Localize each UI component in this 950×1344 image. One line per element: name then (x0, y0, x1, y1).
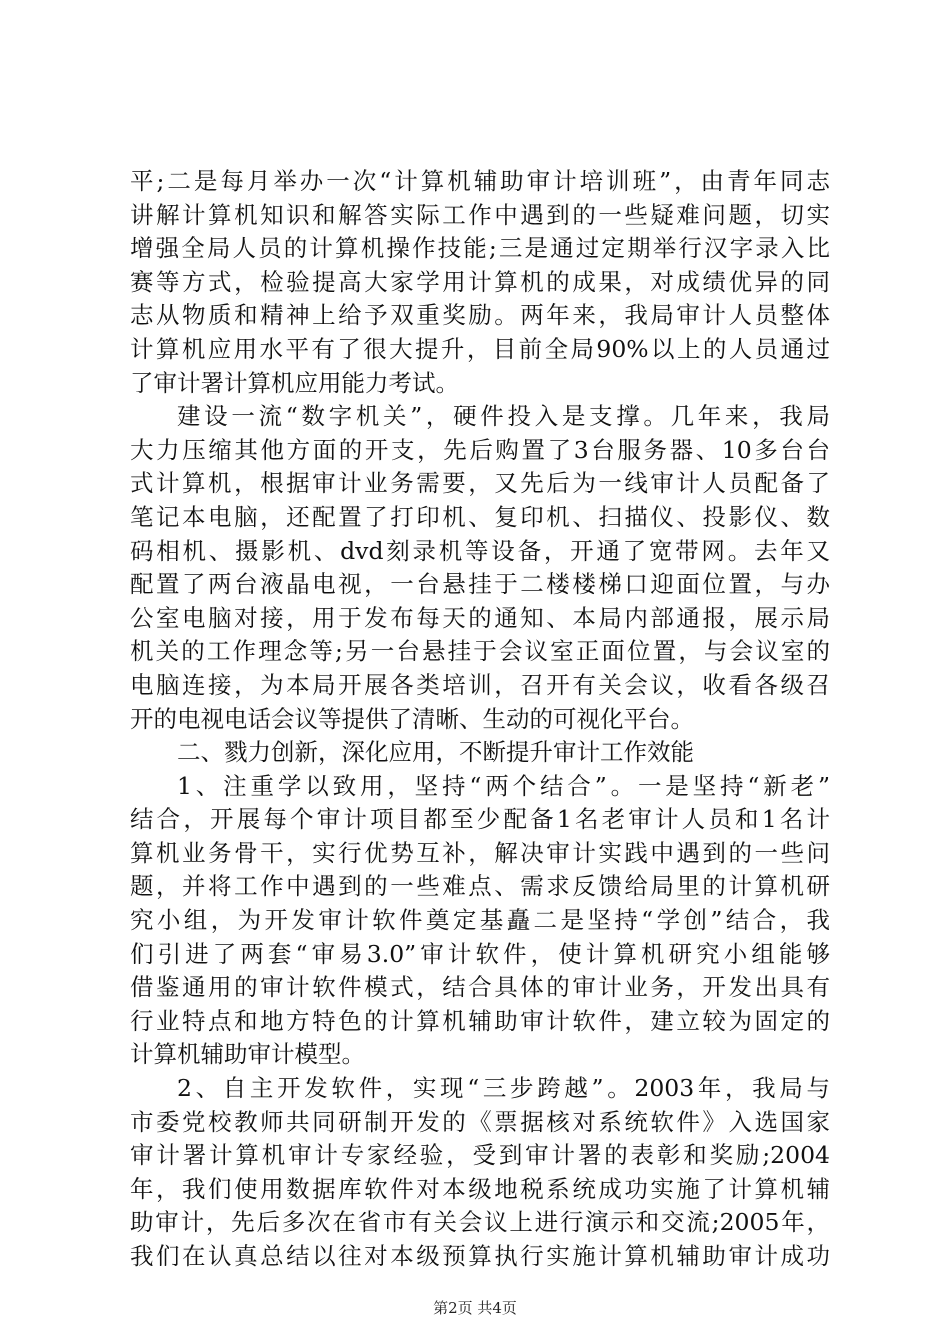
text-line: 题，并将工作中遇到的一些难点、需求反馈给局里的计算机研 (130, 872, 830, 901)
text-line: 大力压缩其他方面的开支，先后购置了3台服务器、10多台台 (130, 435, 830, 464)
text-line: 讲解计算机知识和解答实际工作中遇到的一些疑难问题，切实 (130, 200, 830, 229)
text-line: 结合，开展每个审计项目都至少配备1名老审计人员和1名计 (130, 805, 830, 834)
text-line: 配置了两台液晶电视，一台悬挂于二楼楼梯口迎面位置，与办 (130, 570, 830, 599)
section-heading: 二、戮力创新，深化应用，不断提升审计工作效能 (177, 738, 694, 767)
text-line: 了审计署计算机应用能力考试。 (130, 368, 459, 397)
body-text (130, 165, 830, 1274)
text-line: 1、注重学以致用，坚持“两个结合”。一是坚持“新老” (177, 771, 830, 800)
text-line: 建设一流“数字机关”，硬件投入是支撑。几年来，我局 (177, 402, 830, 431)
text-line: 增强全局人员的计算机操作技能;三是通过定期举行汉字录入比 (130, 234, 830, 263)
text-line: 志从物质和精神上给予双重奖励。两年来，我局审计人员整体 (130, 301, 830, 330)
text-line: 行业特点和地方特色的计算机辅助审计软件，建立较为固定的 (130, 1006, 830, 1035)
text-line: 机关的工作理念等;另一台悬挂于会议室正面位置，与会议室的 (130, 637, 830, 666)
text-line: 算机业务骨干，实行优势互补，解决审计实践中遇到的一些问 (130, 838, 830, 867)
text-line: 开的电视电话会议等提供了清晰、生动的可视化平台。 (130, 704, 694, 733)
text-line: 究小组，为开发审计软件奠定基矗二是坚持“学创”结合，我 (130, 906, 830, 935)
text-line: 笔记本电脑，还配置了打印机、复印机、扫描仪、投影仪、数 (130, 502, 830, 531)
text-line: 计算机辅助审计模型。 (130, 1040, 365, 1069)
text-line: 借鉴通用的审计软件模式，结合具体的审计业务，开发出具有 (130, 973, 830, 1002)
text-line: 审计署计算机审计专家经验，受到审计署的表彰和奖励;2004 (130, 1141, 830, 1170)
page-number: 第2页 共4页 (433, 1299, 517, 1317)
text-line: 电脑连接，为本局开展各类培训，召开有关会议，收看各级召 (130, 670, 830, 699)
text-line: 们引进了两套“审易3.0”审计软件，使计算机研究小组能够 (130, 939, 830, 968)
text-line: 我们在认真总结以往对本级预算执行实施计算机辅助审计成功 (130, 1242, 830, 1270)
text-line: 助审计，先后多次在省市有关会议上进行演示和交流;2005年， (130, 1208, 830, 1237)
text-line: 市委党校教师共同研制开发的《票据核对系统软件》入选国家 (130, 1107, 830, 1136)
text-line: 2、自主开发软件，实现“三步跨越”。2003年，我局与 (177, 1074, 830, 1103)
text-line: 公室电脑对接，用于发布每天的通知、本局内部通报，展示局 (130, 603, 830, 632)
text-line: 赛等方式，检验提高大家学用计算机的成果，对成绩优异的同 (130, 267, 830, 296)
text-line: 年，我们使用数据库软件对本级地税系统成功实施了计算机辅 (130, 1174, 830, 1203)
text-line: 计算机应用水平有了很大提升，目前全局90%以上的人员通过 (130, 334, 830, 363)
text-line: 平;二是每月举办一次“计算机辅助审计培训班”，由青年同志 (130, 167, 830, 195)
text-line: 式计算机，根据审计业务需要，又先后为一线审计人员配备了 (130, 469, 830, 498)
text-line: 码相机、摄影机、dvd刻录机等设备，开通了宽带网。去年又 (130, 536, 830, 565)
